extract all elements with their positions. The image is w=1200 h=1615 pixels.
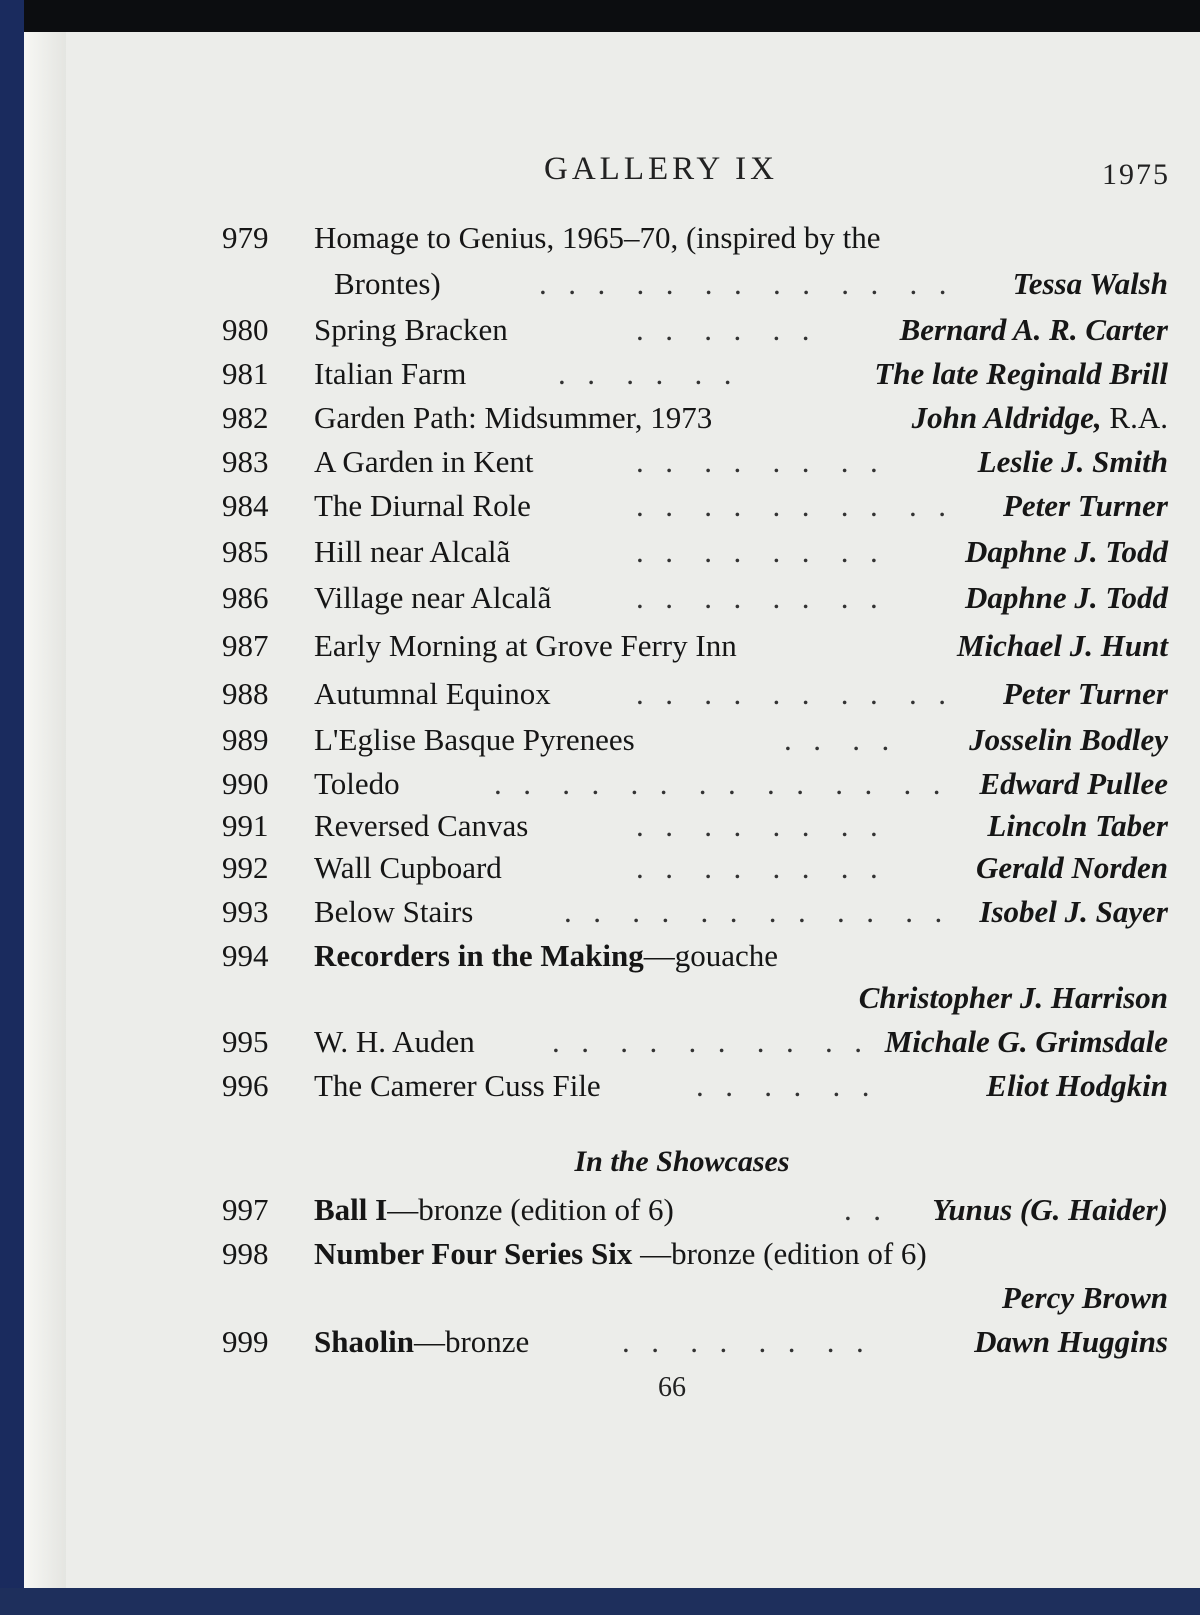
dot-leader: . . . . . . . . . . <box>636 488 948 523</box>
entry-number: 992 <box>222 850 269 885</box>
dot-leader: . . . . . . <box>558 356 734 391</box>
entry-title: Wall Cupboard <box>314 850 502 885</box>
entry-title: The Diurnal Role <box>314 488 531 523</box>
entry-title: The Camerer Cuss File <box>314 1068 601 1103</box>
entry-title-text: Shaolin <box>314 1324 414 1359</box>
entry-number: 991 <box>222 808 269 843</box>
entry-985 <box>24 530 1200 574</box>
binding-bottom <box>0 1588 1200 1615</box>
entry-992 <box>24 846 1200 890</box>
entry-artist: Tessa Walsh <box>1012 266 1168 301</box>
entry-artist: The late Reginald Brill <box>874 356 1168 391</box>
entry-number: 999 <box>222 1324 269 1359</box>
entry-title: Below Stairs <box>314 894 474 929</box>
dot-leader: . . . . . . . . <box>636 534 880 569</box>
entry-987 <box>24 624 1200 668</box>
entry-994 <box>24 934 1200 978</box>
entry-artist-honour: R.A. <box>1109 400 1168 435</box>
entry-980 <box>24 308 1200 352</box>
entry-number: 998 <box>222 1236 269 1271</box>
entry-990 <box>24 762 1200 806</box>
entry-number: 988 <box>222 676 269 711</box>
entry-title <box>314 1188 674 1232</box>
entry-artist: Daphne J. Todd <box>965 534 1168 569</box>
entry-artist: Michael J. Hunt <box>956 628 1168 663</box>
entry-artist: Josselin Bodley <box>969 722 1168 757</box>
entry-title: L'Eglise Basque Pyrenees <box>314 722 635 757</box>
gallery-title: GALLERY IX <box>544 151 779 187</box>
entry-artist: Edward Pullee <box>979 766 1168 801</box>
entry-artist: Yunus (G. Haider) <box>932 1192 1168 1227</box>
entry-title-continued: Brontes) <box>334 266 441 301</box>
entry-997 <box>24 1188 1200 1232</box>
entry-979 <box>24 216 1200 260</box>
entry-artist: Isobel J. Sayer <box>979 894 1168 929</box>
entry-998-artist-line <box>24 1276 1200 1320</box>
entry-number: 986 <box>222 580 269 615</box>
entry-number: 990 <box>222 766 269 801</box>
entry-number: 997 <box>222 1192 269 1227</box>
entry-title: Autumnal Equinox <box>314 676 551 711</box>
entry-998 <box>24 1232 1200 1276</box>
entry-title: W. H. Auden <box>314 1024 475 1059</box>
entry-number: 984 <box>222 488 269 523</box>
entry-artist: Michale G. Grimsdale <box>884 1024 1168 1059</box>
entry-982 <box>24 396 1200 440</box>
entry-artist: Christopher J. Harrison <box>858 980 1168 1015</box>
entry-artist: Leslie J. Smith <box>977 444 1168 479</box>
entry-994-artist-line <box>24 976 1200 1020</box>
entry-title: Toledo <box>314 766 400 801</box>
entry-medium: —bronze <box>413 1324 530 1359</box>
entry-number: 993 <box>222 894 269 929</box>
entry-986 <box>24 576 1200 620</box>
entry-number: 983 <box>222 444 269 479</box>
entry-number: 979 <box>222 220 269 255</box>
entry-title-text: Recorders in the Making <box>314 938 644 973</box>
entry-artist: Percy Brown <box>1001 1280 1168 1315</box>
entry-number: 995 <box>222 1024 269 1059</box>
entry-artist: Eliot Hodgkin <box>986 1068 1168 1103</box>
entry-title-text: Ball I <box>314 1192 388 1227</box>
entry-991 <box>24 804 1200 848</box>
binding-top <box>0 0 1200 32</box>
entry-title-text: Number Four Series Six <box>314 1236 633 1271</box>
entry-996 <box>24 1064 1200 1108</box>
dot-leader: . . . . . . . . . . . . . . <box>494 766 943 801</box>
dot-leader: . . . . . . . . . . <box>552 1024 864 1059</box>
dot-leader: . . <box>844 1192 883 1227</box>
dot-leader: . . . . . . . . . . . . . <box>539 266 949 301</box>
entry-artist: Daphne J. Todd <box>965 580 1168 615</box>
entry-number: 980 <box>222 312 269 347</box>
dot-leader: . . . . . . . . <box>622 1324 866 1359</box>
entry-medium: —bronze (edition of 6) <box>387 1192 674 1227</box>
entry-medium: —gouache <box>643 938 779 973</box>
entry-title: Garden Path: Midsummer, 1973 <box>314 400 713 435</box>
running-head <box>24 144 1200 194</box>
entry-artist <box>912 396 1168 440</box>
entry-number: 994 <box>222 938 269 973</box>
entry-title: Village near Alcalã <box>314 580 552 615</box>
entry-title <box>314 1232 927 1276</box>
dot-leader: . . . . . . . . <box>636 444 880 479</box>
entry-title: Spring Bracken <box>314 312 508 347</box>
entry-number: 982 <box>222 400 269 435</box>
dot-leader: . . . . . . . . . . <box>636 676 948 711</box>
entry-artist: Bernard A. R. Carter <box>899 312 1168 347</box>
entry-981 <box>24 352 1200 396</box>
dot-leader: . . . . . . <box>636 312 812 347</box>
entry-number: 981 <box>222 356 269 391</box>
dot-leader: . . . . . . <box>696 1068 872 1103</box>
binding-left <box>0 0 24 1615</box>
entry-title <box>314 934 778 978</box>
entry-989 <box>24 718 1200 762</box>
entry-artist-name: John Aldridge, <box>911 400 1102 435</box>
dot-leader: . . . . . . . . <box>636 850 880 885</box>
entry-979-continued <box>24 262 1200 306</box>
entry-artist: Peter Turner <box>1002 488 1168 523</box>
entry-title <box>314 1320 529 1364</box>
entry-number: 996 <box>222 1068 269 1103</box>
entry-999 <box>24 1320 1200 1364</box>
entry-artist: Peter Turner <box>1002 676 1168 711</box>
entry-title: A Garden in Kent <box>314 444 534 479</box>
entry-medium: —bronze (edition of 6) <box>632 1236 927 1271</box>
entry-artist: Gerald Norden <box>975 850 1168 885</box>
entry-title: Early Morning at Grove Ferry Inn <box>314 628 737 663</box>
entry-artist: Lincoln Taber <box>987 808 1168 843</box>
entry-title: Italian Farm <box>314 356 467 391</box>
entry-number: 985 <box>222 534 269 569</box>
catalogue-year: 1975 <box>1102 158 1170 191</box>
entry-number: 987 <box>222 628 269 663</box>
dot-leader: . . . . <box>784 722 892 757</box>
entry-title: Hill near Alcalã <box>314 534 511 569</box>
page-number: 66 <box>658 1372 686 1403</box>
dot-leader: . . . . . . . . . . . . <box>564 894 945 929</box>
dot-leader: . . . . . . . . <box>636 808 880 843</box>
entry-number: 989 <box>222 722 269 757</box>
dot-leader: . . . . . . . . <box>636 580 880 615</box>
entry-983 <box>24 440 1200 484</box>
entry-995 <box>24 1020 1200 1064</box>
entry-artist: Dawn Huggins <box>974 1324 1168 1359</box>
entry-984 <box>24 484 1200 528</box>
entry-993 <box>24 890 1200 934</box>
entry-title: Reversed Canvas <box>314 808 529 843</box>
showcase-heading: In the Showcases <box>574 1145 790 1178</box>
entry-title: Homage to Genius, 1965–70, (inspired by the <box>314 220 881 255</box>
entry-988 <box>24 672 1200 716</box>
catalogue-page <box>24 32 1200 1588</box>
